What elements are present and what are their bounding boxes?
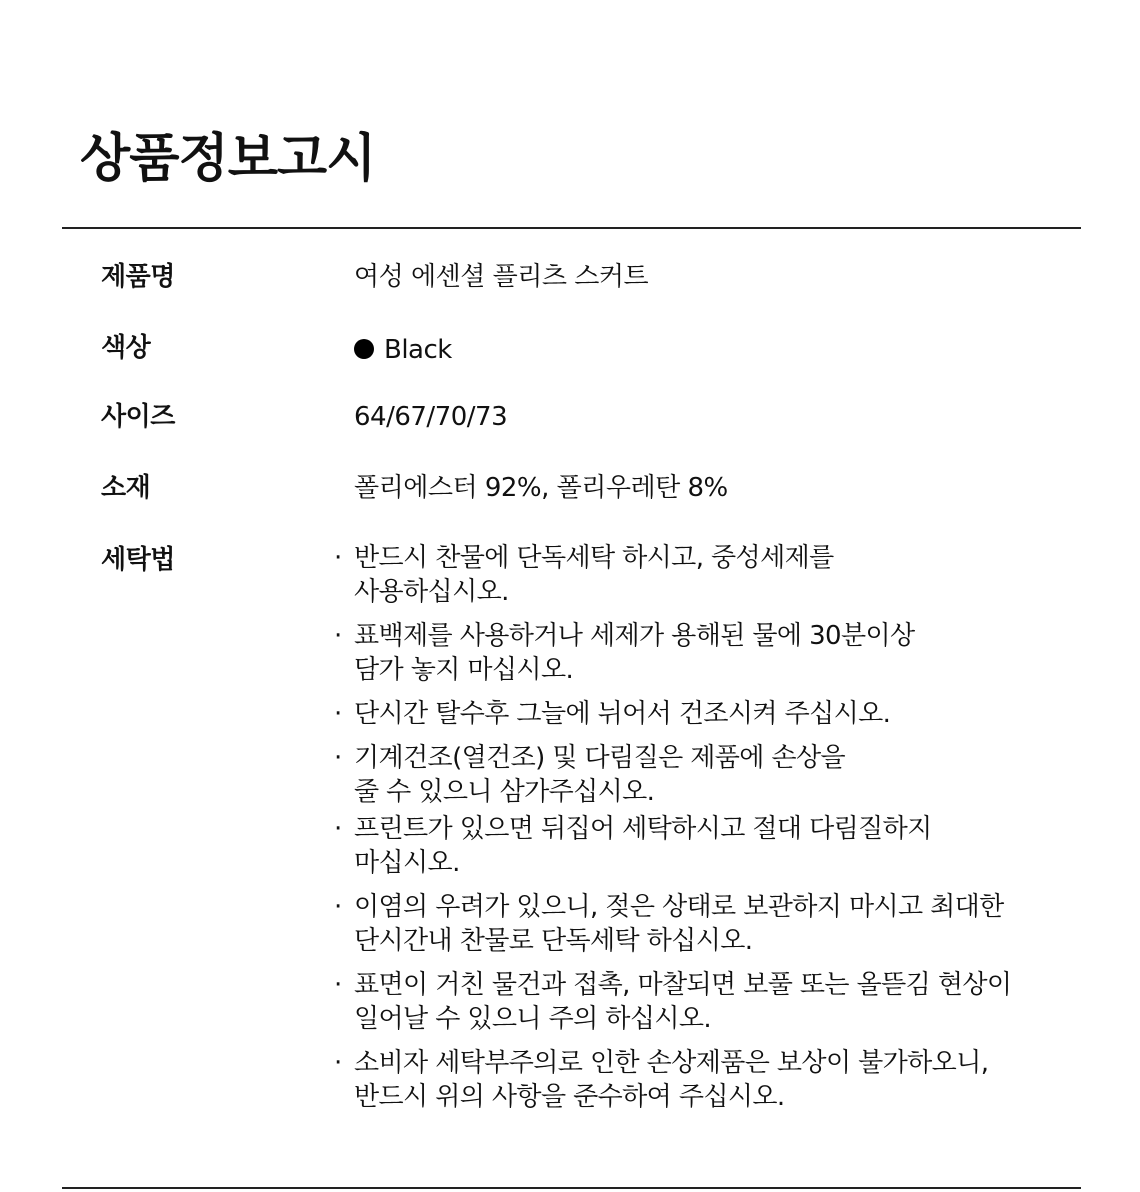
care-line: 표면이 거친 물건과 접촉, 마찰되면 보풀 또는 올뜯김 현상이: [354, 970, 1012, 1000]
care-line: 사용하십시오.: [354, 577, 509, 607]
color-value: Black: [384, 335, 452, 365]
care-item: [334, 741, 1094, 809]
care-line: 이염의 우려가 있으니, 젖은 상태로 보관하지 마시고 최대한: [354, 892, 1004, 922]
care-line: 소비자 세탁부주의로 인한 손상제품은 보상이 불가하오니,: [354, 1048, 989, 1078]
bottom-divider: [62, 1187, 1081, 1189]
care-instructions-list: [334, 541, 1094, 1117]
size-value: 64/67/70/73: [354, 402, 508, 432]
top-divider: [62, 227, 1081, 229]
care-item: [334, 812, 1094, 880]
material-label: 소재: [101, 473, 151, 503]
bullet-icon: ·: [334, 1048, 342, 1078]
size-label: 사이즈: [101, 402, 175, 432]
care-item: [334, 619, 1094, 687]
care-line: 반드시 위의 사항을 준수하여 주십시오.: [354, 1082, 785, 1112]
care-line: 반드시 찬물에 단독세탁 하시고, 중성세제를: [354, 543, 834, 573]
bullet-icon: ·: [334, 892, 342, 922]
product-name-label: 제품명: [101, 262, 175, 292]
bullet-icon: ·: [334, 621, 342, 651]
bullet-icon: ·: [334, 970, 342, 1000]
bullet-icon: ·: [334, 543, 342, 573]
care-item: [334, 541, 1094, 609]
care-item: [334, 697, 1094, 731]
page-title: 상품정보고시: [80, 129, 376, 189]
care-line: 단시간 탈수후 그늘에 뉘어서 건조시켜 주십시오.: [354, 699, 891, 729]
care-item: [334, 1046, 1094, 1114]
bullet-icon: ·: [334, 814, 342, 844]
care-item: [334, 968, 1094, 1036]
care-line: 단시간내 찬물로 단독세탁 하십시오.: [354, 926, 753, 956]
product-name-value: 여성 에센셜 플리츠 스커트: [354, 262, 649, 292]
material-value: 폴리에스터 92%, 폴리우레탄 8%: [354, 473, 728, 503]
color-value-row: [354, 333, 452, 367]
bullet-icon: ·: [334, 743, 342, 773]
care-line: 담가 놓지 마십시오.: [354, 655, 574, 685]
care-line: 일어날 수 있으니 주의 하십시오.: [354, 1004, 712, 1034]
color-label: 색상: [101, 333, 151, 363]
care-line: 기계건조(열건조) 및 다림질은 제품에 손상을: [354, 743, 846, 773]
care-line: 마십시오.: [354, 848, 460, 878]
care-line: 줄 수 있으니 삼가주십시오.: [354, 777, 655, 807]
color-swatch: [354, 339, 374, 359]
care-line: 표백제를 사용하거나 세제가 용해된 물에 30분이상: [354, 621, 915, 651]
bullet-icon: ·: [334, 699, 342, 729]
care-item: [334, 890, 1094, 958]
care-line: 프린트가 있으면 뒤집어 세탁하시고 절대 다림질하지: [354, 814, 932, 844]
care-label: 세탁법: [101, 545, 175, 575]
